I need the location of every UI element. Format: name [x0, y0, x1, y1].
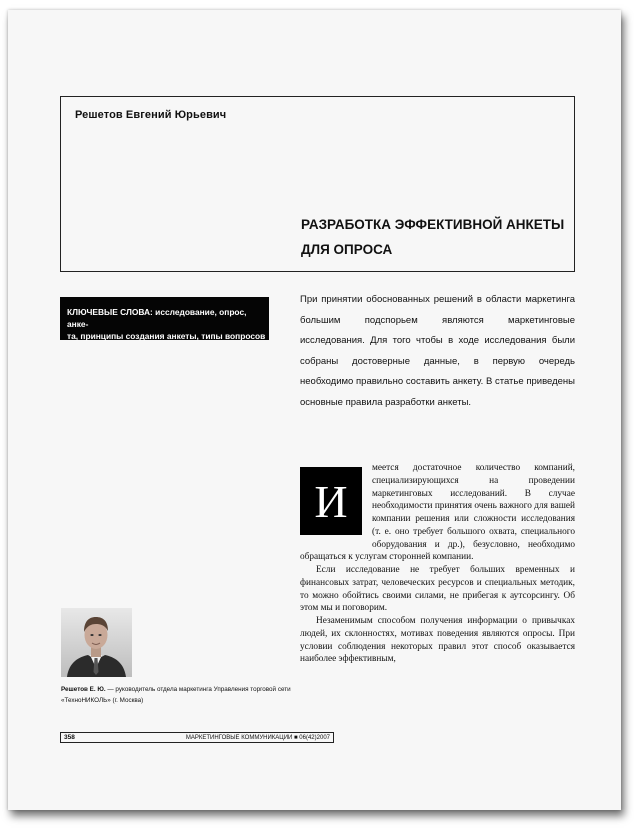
- article-body: [300, 462, 575, 666]
- journal-issue: МАРКЕТИНГОВЫЕ КОММУНИКАЦИИ ■ 06(42)2007: [185, 734, 330, 741]
- article-header-box: [60, 96, 575, 272]
- body-paragraph-1: меется достаточное количество компаний, специализирующихся на проведении маркетинговых исследований. В случае необходимости принятия очень важного для вашей компании решения или сложности исследования (т. е. оно требует большого охвата, специального оборудования и др.), безусловно, необходимо обращаться к услугам сторонней компании.: [300, 463, 575, 563]
- author-name: Решетов Евгений Юрьевич: [75, 109, 227, 121]
- keywords-box: [60, 297, 269, 340]
- article-abstract: При принятии обоснованных решений в области маркетинга большим подспорьем являются маркетинговые исследования. Для того чтобы в ходе исследования были собраны достоверные данные, в первую очередь необходимо правильно составить анкету. В статье приведены основные правила разработки анкеты.: [300, 294, 575, 408]
- title-line-1: РАЗРАБОТКА ЭФФЕКТИВНОЙ АНКЕТЫ: [301, 217, 565, 232]
- drop-cap-spacer: [300, 462, 372, 542]
- keywords-line-2: та, принципы создания анкеты, типы вопросов: [67, 331, 266, 341]
- page-number: 358: [64, 734, 75, 741]
- author-portrait-image: [61, 608, 132, 677]
- page-footer: [60, 732, 334, 743]
- bio-text: — руководитель отдела маркетинга Управления торговой сети «ТехноНИКОЛЬ» (г. Москва): [61, 686, 291, 704]
- bio-name: Решетов Е. Ю.: [61, 686, 106, 693]
- body-paragraph-2: Если исследование не требует больших временных и финансовых затрат, человеческих ресурсов и специальных методик, то можно обойтись своими силами, не прибегая к аутсорсингу. Об этом мы и поговорим.: [300, 565, 575, 614]
- drop-cap: И: [300, 467, 362, 535]
- article-title: [301, 212, 566, 262]
- keywords-line-1: КЛЮЧЕВЫЕ СЛОВА: исследование, опрос, анке-: [67, 307, 247, 329]
- body-paragraph-3: Незаменимым способом получения информации о привычках людей, их склонностях, мотивах поведения являются опросы. При условии соблюдения некоторых правил этот способ оказывается наиболее эффективным,: [300, 616, 575, 665]
- title-line-2: ДЛЯ ОПРОСА: [301, 242, 393, 257]
- author-photo: [61, 608, 132, 677]
- author-bio: [61, 684, 335, 706]
- journal-page: [8, 10, 621, 810]
